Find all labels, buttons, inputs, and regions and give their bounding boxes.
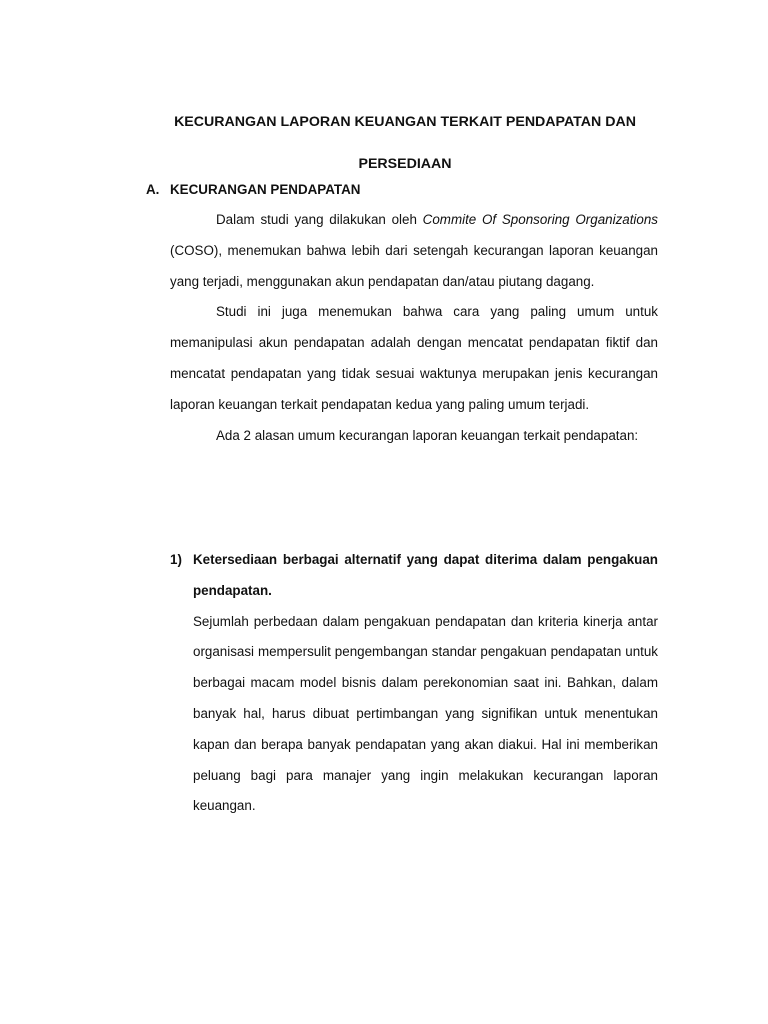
paragraph-1-post: (COSO), menemukan bahwa lebih dari setengah kecurangan laporan keuangan yang terjadi, menggunakan akun pendapatan dan/atau piutang dagang. xyxy=(170,242,658,289)
section-body xyxy=(170,205,658,451)
paragraph-2: Studi ini juga menemukan bahwa cara yang paling umum untuk memanipulasi akun pendapatan adalah dengan mencatat pendapatan fiktif dan mencatat pendapatan yang tidak sesuai waktunya merupakan jenis kecurangan laporan keuangan terkait pendapatan kedua yang paling umum terjadi. xyxy=(170,304,658,412)
section-title: KECURANGAN PENDAPATAN xyxy=(170,182,361,197)
title-line-1: KECURANGAN LAPORAN KEUANGAN TERKAIT PENDAPATAN DAN xyxy=(174,114,636,130)
title-line-2: PERSEDIAAN xyxy=(358,156,452,172)
paragraph-1 xyxy=(170,205,658,297)
list-item-content xyxy=(193,545,658,822)
paragraph-3: Ada 2 alasan umum kecurangan laporan keuangan terkait pendapatan: xyxy=(216,427,639,443)
list-item-text: Sejumlah perbedaan dalam pengakuan pendapatan dan kriteria kinerja antar organisasi mempersulit pengembangan standar pengakuan pendapatan untuk berbagai macam model bisnis dalam perekonomian saat ini. Bahkan, dalam banyak hal, harus dibuat pertimbangan yang signifikan untuk menentukan kapan dan berapa banyak pendapatan yang akan diakui. Hal ini memberikan peluang bagi para manajer yang ingin melakukan kecurangan laporan keuangan. xyxy=(193,613,658,814)
paragraph-1-italic: Commite Of Sponsoring Organizations xyxy=(422,212,658,227)
section-heading xyxy=(146,180,360,200)
section-letter: A. xyxy=(146,182,160,197)
list-item-1 xyxy=(170,545,658,822)
paragraph-1-pre: Dalam studi yang dilakukan oleh xyxy=(216,212,423,227)
list-item-heading: Ketersediaan berbagai alternatif yang dapat diterima dalam pengakuan pendapatan. xyxy=(193,552,658,598)
list-item-number: 1) xyxy=(170,552,182,567)
document-title xyxy=(140,101,670,185)
